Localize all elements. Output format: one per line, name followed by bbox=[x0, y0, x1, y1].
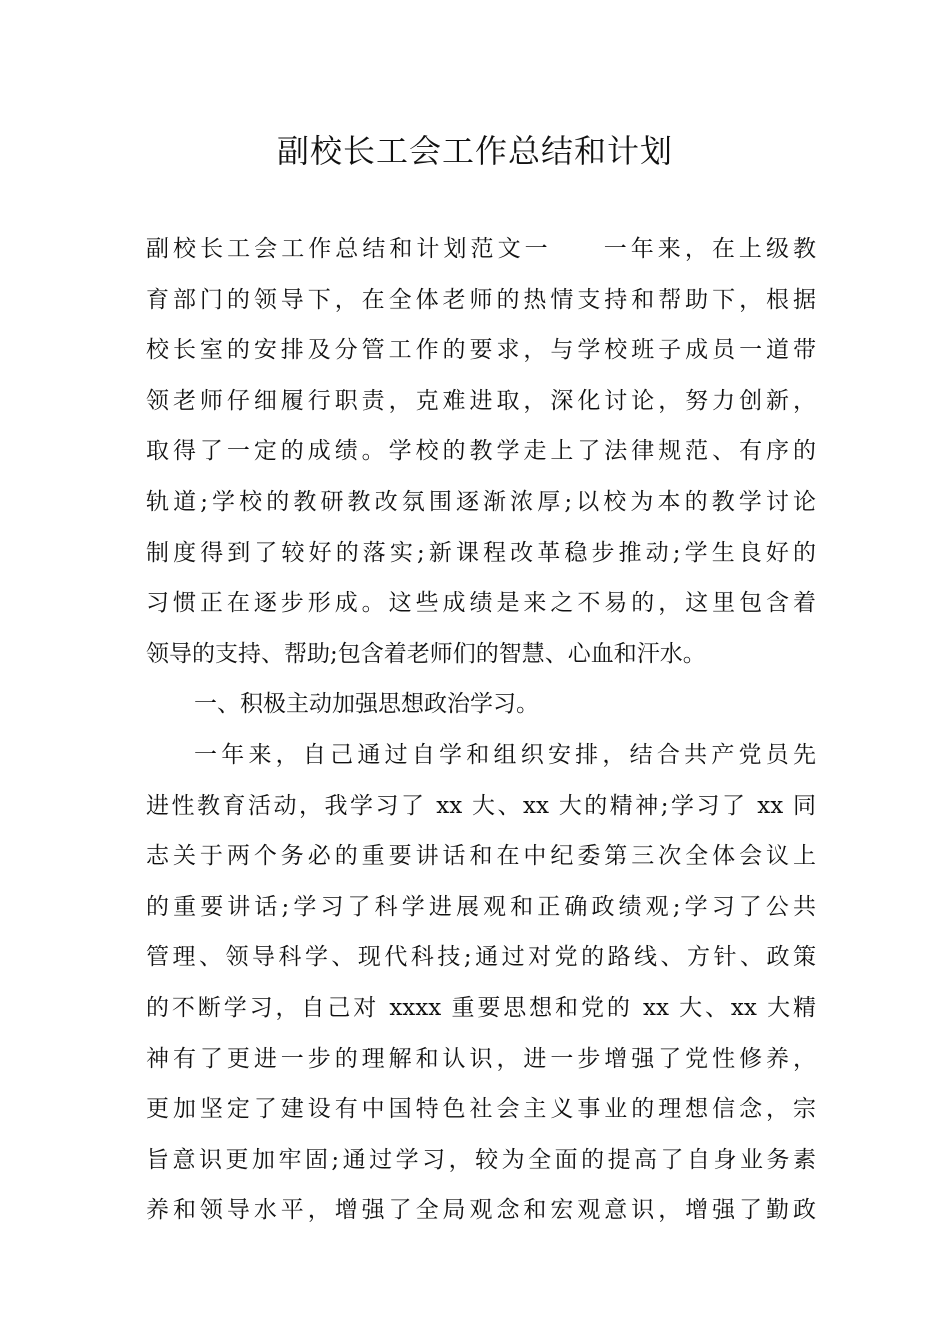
text-line-15: 管理、领导科学、现代科技;通过对党的路线、方针、政策 bbox=[146, 944, 816, 971]
text-line-9: 领导的支持、帮助;包含着老师们的智慧、心血和汗水。 bbox=[146, 640, 706, 667]
text-line-7: 制度得到了较好的落实;新课程改革稳步推动;学生良好的 bbox=[146, 539, 816, 566]
text-line-1: 副校长工会工作总结和计划范文一 一年来，在上级教 bbox=[146, 236, 817, 262]
text-line-18: 更加坚定了建设有中国特色社会主义事业的理想信念，宗 bbox=[146, 1096, 816, 1123]
text-line-13: 志关于两个务必的重要讲话和在中纪委第三次全体会议上 bbox=[146, 843, 816, 870]
section-heading-1: 一、积极主动加强思想政治学习。 bbox=[194, 691, 539, 718]
text-line-5: 取得了一定的成绩。学校的教学走上了法律规范、有序的 bbox=[146, 438, 816, 465]
text-line-11: 一年来，自己通过自学和组织安排，结合共产党员先 bbox=[194, 741, 816, 768]
text-line-4: 领老师仔细履行职责，克难进取，深化讨论，努力创新， bbox=[146, 387, 816, 414]
text-line-8: 习惯正在逐步形成。这些成绩是来之不易的，这里包含着 bbox=[146, 590, 816, 617]
text-line-6: 轨道;学校的教研教改氛围逐渐浓厚;以校为本的教学讨论 bbox=[146, 488, 816, 515]
text-line-16: 的不断学习，自己对 xxxx 重要思想和党的 xx 大、xx 大精 bbox=[146, 994, 816, 1021]
document-body bbox=[146, 224, 816, 1236]
text-line-2: 育部门的领导下，在全体老师的热情支持和帮助下，根据 bbox=[146, 286, 816, 313]
text-line-3: 校长室的安排及分管工作的要求，与学校班子成员一道带 bbox=[146, 337, 816, 364]
text-line-12: 进性教育活动，我学习了 xx 大、xx 大的精神;学习了 xx 同 bbox=[146, 792, 816, 819]
document-title: 副校长工会工作总结和计划 bbox=[276, 132, 673, 170]
text-line-17: 神有了更进一步的理解和认识，进一步增强了党性修养， bbox=[146, 1045, 816, 1072]
text-line-19: 旨意识更加牢固;通过学习，较为全面的提高了自身业务素 bbox=[146, 1146, 816, 1173]
text-line-20: 养和领导水平，增强了全局观念和宏观意识，增强了勤政 bbox=[146, 1197, 816, 1224]
text-line-14: 的重要讲话;学习了科学进展观和正确政绩观;学习了公共 bbox=[146, 893, 816, 920]
